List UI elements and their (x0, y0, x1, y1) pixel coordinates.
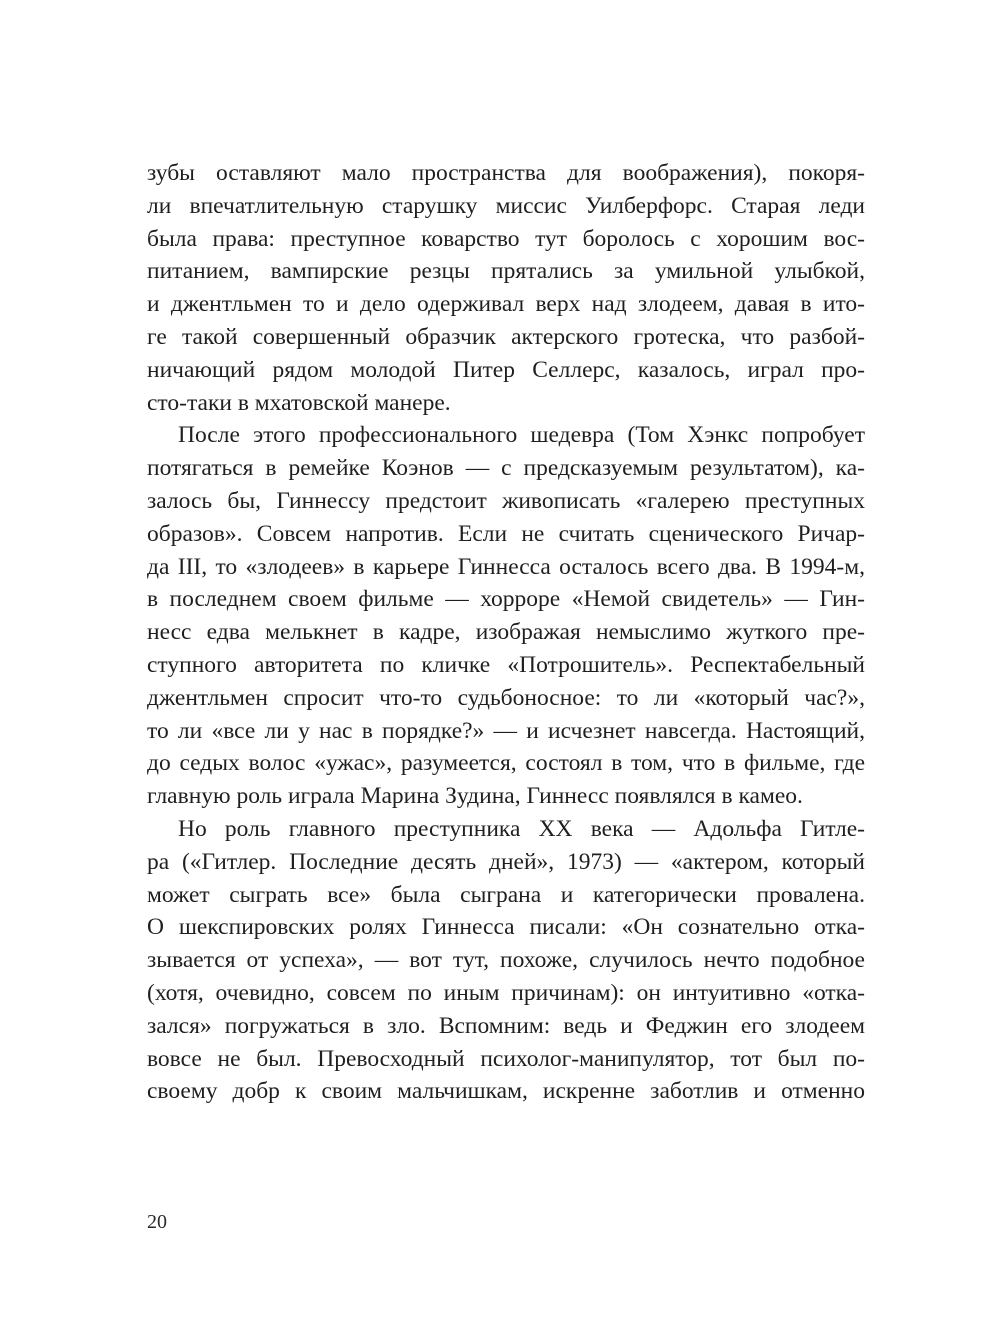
text-line: О шекспировских ролях Гиннесса писали: «Он сознательно отка- (147, 914, 865, 941)
text-line: до седых волос «ужас», разумеется, состоял в том, что в фильме, где (147, 750, 865, 777)
text-line: своему добр к своим мальчишкам, искренне заботлив и отменно (147, 1078, 865, 1105)
text-line: сто-таки в мхатовской манере. (147, 389, 451, 416)
text-line: (хотя, очевидно, совсем по иным причинам): он интуитивно «отка- (147, 979, 865, 1006)
text-line: и джентльмен то и дело одерживал верх над злодеем, давая в ито- (147, 291, 865, 318)
text-line: вовсе не был. Превосходный психолог-манипулятор, тот был по- (147, 1045, 865, 1072)
text-line: ничающий рядом молодой Питер Селлерс, казалось, играл про- (147, 356, 865, 383)
text-line: в последнем своем фильме — хорроре «Немой свидетель» — Гин- (147, 586, 865, 613)
text-line: Но роль главного преступника XX века — Адольфа Гитле- (178, 815, 865, 842)
page-number: 20 (147, 1211, 167, 1233)
text-line: ступного авторитета по кличке «Потрошитель». Респектабельный (147, 651, 865, 678)
text-line: питанием, вампирские резцы прятались за умильной улыбкой, (147, 258, 865, 285)
text-line: зался» погружаться в зло. Вспомним: ведь и Феджин его злодеем (147, 1012, 865, 1039)
text-line: главную роль играла Марина Зудина, Гиннесс появлялся в камео. (147, 783, 803, 810)
text-line: то ли «все ли у нас в порядке?» — и исчезнет навсегда. Настоящий, (147, 717, 865, 744)
text-line: ге такой совершенный образчик актерского гротеска, что разбой- (147, 323, 865, 350)
text-line: джентльмен спросит что-то судьбоносное: то ли «который час?», (147, 684, 865, 711)
text-line: залось бы, Гиннессу предстоит живописать «галерею преступных (147, 487, 865, 514)
text-line: потягаться в ремейке Коэнов — с предсказуемым результатом), ка- (147, 455, 865, 482)
text-line: была права: преступное коварство тут боролось с хорошим вос- (147, 225, 865, 252)
text-line: несс едва мелькнет в кадре, изображая немыслимо жуткого пре- (147, 619, 865, 646)
text-line: ли впечатлительную старушку миссис Уилберфорс. Старая леди (147, 192, 865, 219)
body-text (147, 157, 865, 1108)
text-line: ра («Гитлер. Последние десять дней», 1973) — «актером, который (147, 848, 865, 875)
text-line: да III, то «злодеев» в карьере Гиннесса осталось всего два. В 1994-м, (147, 553, 865, 580)
text-line: После этого профессионального шедевра (Том Хэнкс попробует (178, 422, 865, 449)
text-line: образов». Совсем напротив. Если не считать сценического Ричар- (147, 520, 865, 547)
text-line: зывается от успеха», — вот тут, похоже, случилось нечто подобное (147, 947, 865, 974)
text-line: зубы оставляют мало пространства для воображения), покоря- (147, 160, 865, 186)
text-line: может сыграть все» была сыграна и категорически провалена. (147, 881, 865, 908)
